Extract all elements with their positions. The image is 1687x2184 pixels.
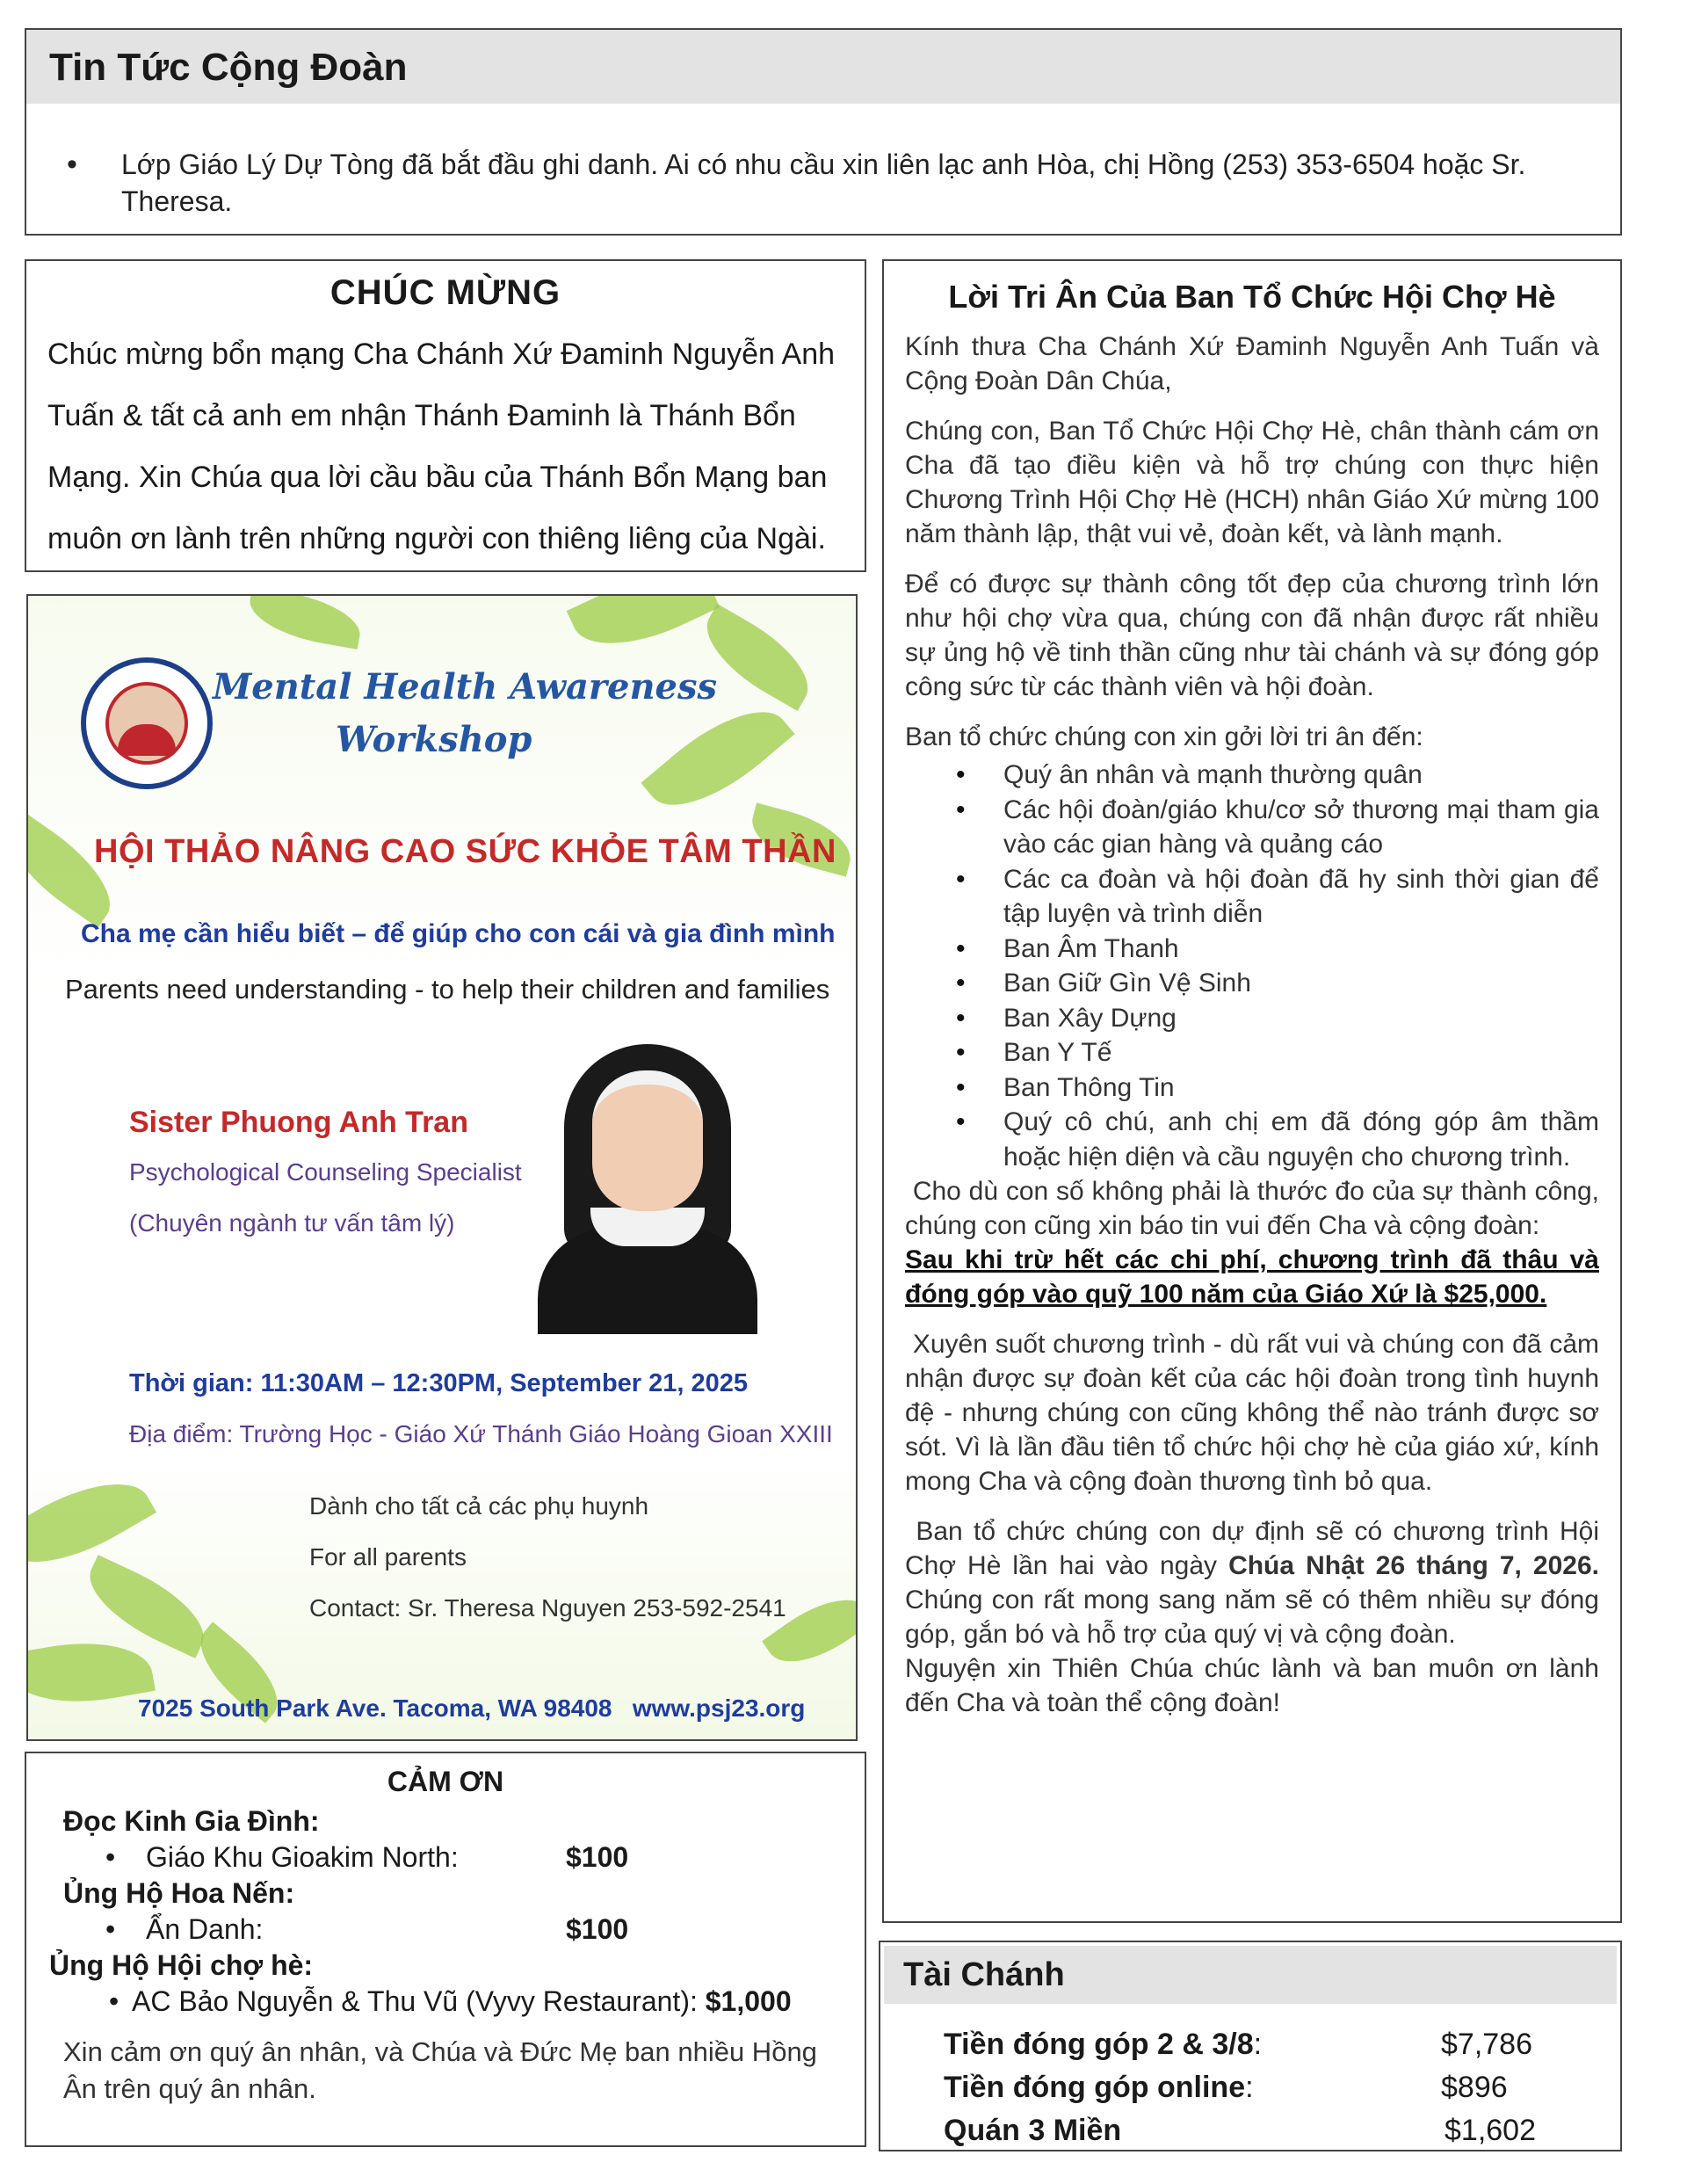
gratitude-item: • Quý ân nhân và mạnh thường quân: [905, 758, 1599, 793]
thanks-category: Ủng Hộ Hoa Nến:: [63, 1877, 295, 1909]
donation-amount: $1,000: [705, 1985, 792, 2017]
finance-row: [880, 2023, 1620, 2066]
speaker-role-vi: (Chuyên ngành tư vấn tâm lý): [129, 1209, 455, 1237]
workshop-poster: [26, 594, 858, 1741]
gratitude-item: • Quý cô chú, anh chị em đã đóng góp âm thầm hoặc hiện diện và cầu nguyện cho chương trình.: [905, 1105, 1599, 1174]
audience-en: For all parents: [309, 1543, 467, 1571]
finance-rows: [880, 2007, 1620, 2152]
thanks-note: Xin cảm ơn quý ân nhân, và Chúa và Đức Mẹ ban nhiều Hồng Ân trên quý ân nhân.: [63, 2036, 817, 2104]
gratitude-item: • Ban Thông Tin: [905, 1070, 1599, 1106]
letter-paragraph: Chúng con, Ban Tổ Chức Hội Chợ Hè, chân thành cám ơn Cha đã tạo điều kiện và hỗ trợ chúng con thực hiện Chương Trình Hội Chợ Hè (HCH) nhân Giáo Xứ mừng 100 năm thành lập, thật vui vẻ, đoàn kết, và lành mạnh.: [905, 417, 1599, 548]
letter-paragraph: Ban tổ chức chúng con xin gởi lời tri ân đến:: [905, 722, 1423, 751]
poster-subtitle-vi: Cha mẹ cần hiểu biết – để giúp cho con cái và gia đình mình: [81, 919, 836, 948]
news-title: Tin Tức Cộng Đoàn: [26, 30, 1620, 104]
congrats-section: [25, 259, 866, 572]
gratitude-item: • Các ca đoàn và hội đoàn đã hy sinh thời gian để tập luyện và trình diễn: [905, 862, 1599, 932]
thanks-item: [47, 1839, 844, 1876]
thanks-category: Đọc Kinh Gia Đình:: [63, 1805, 320, 1837]
thanks-category: Ủng Hộ Hội chợ hè:: [49, 1949, 314, 1981]
letter-highlight: [905, 1243, 1599, 1311]
finance-section: [879, 1941, 1622, 2151]
event-contact: Contact: Sr. Theresa Nguyen 253-592-2541: [309, 1594, 786, 1622]
gratitude-list: [905, 758, 1599, 1174]
donor-name: AC Bảo Nguyễn & Thu Vũ (Vyvy Restaurant):: [132, 1985, 706, 2017]
finance-label-suffix: :: [1245, 2071, 1254, 2104]
speaker-photo: [538, 1044, 757, 1334]
thanks-item: [47, 1984, 844, 2020]
total-raised-text: Sau khi trừ hết các chi phí, chương trình đã thâu và đóng góp vào quỹ 100 năm của Giáo Xứ là $25,000.: [905, 1245, 1599, 1309]
gratitude-item: • Ban Âm Thanh: [905, 932, 1599, 967]
gratitude-item: • Các hội đoàn/giáo khu/cơ sở thương mại tham gia vào các gian hàng và quảng cáo: [905, 793, 1599, 862]
finance-value: $7,786: [1441, 2028, 1532, 2061]
leaf-decoration: [245, 594, 366, 649]
letter-paragraph: Xuyên suốt chương trình - dù rất vui và chúng con đã cảm nhận được sự đoàn kết của các hội đoàn trong tình huynh đệ - nhưng chúng con cũng không thể nào tránh được sơ sót. Vì là lần đầu tiên tổ chức hội chợ hè của giáo xứ, kính mong Cha và cộng đoàn thương tình bỏ qua.: [905, 1330, 1607, 1496]
finance-label: Quán 3 Miền: [944, 2114, 1122, 2147]
poster-subtitle-en: Parents need understanding - to help their children and families: [65, 974, 830, 1005]
letter-title: Lời Tri Ân Của Ban Tổ Chức Hội Chợ Hè: [948, 279, 1556, 315]
donor-name: Ẩn Danh:: [146, 1913, 264, 1945]
speaker-name: Sister Phuong Anh Tran: [129, 1106, 468, 1139]
event-time: Thời gian: 11:30AM – 12:30PM, September 21, 2025: [129, 1369, 749, 1397]
finance-value: $896: [1441, 2071, 1508, 2104]
finance-label: Tiền đóng góp online: [944, 2071, 1246, 2104]
news-item: • Lớp Giáo Lý Dự Tòng đã bắt đầu ghi danh. Ai có nhu cầu xin liên lạc anh Hòa, chị Hồng (253) 353-6504 hoặc Sr. Theresa.: [51, 146, 1597, 220]
congrats-text: Chúc mừng bổn mạng Cha Chánh Xứ Đaminh Nguyễn Anh Tuấn & tất cả anh em nhận Thánh Đaminh là Thánh Bổn Mạng. Xin Chúa qua lời cầu bầu của Thánh Bổn Mạng ban muôn ơn lành trên những người con thiêng liêng của Ngài.: [47, 337, 836, 555]
thanks-section: [25, 1752, 866, 2147]
gratitude-item: • Ban Xây Dựng: [905, 1001, 1599, 1036]
letter-text: Chúng con rất mong sang năm sẽ có thêm nhiều sự đóng góp, gắn bó và hỗ trợ của quý vị và cộng đoàn.: [905, 1551, 1607, 1649]
gratitude-item: • Ban Giữ Gìn Vệ Sinh: [905, 966, 1599, 1001]
event-address: 7025 South Park Ave. Tacoma, WA 98408 www.psj23.org: [138, 1694, 806, 1722]
leaf-decoration: [567, 594, 720, 667]
finance-row: [880, 2066, 1620, 2109]
news-section: [25, 28, 1622, 236]
finance-row: [880, 2109, 1620, 2152]
finance-label-suffix: :: [1253, 2028, 1263, 2061]
gratitude-letter: [882, 259, 1622, 1923]
finance-label: Tiền đóng góp 2 & 3/8: [944, 2028, 1254, 2061]
donor-name: Giáo Khu Gioakim North:: [146, 1841, 459, 1873]
letter-closing: Nguyện xin Thiên Chúa chúc lành và ban muôn ơn lành đến Cha và toàn thể cộng đoàn!: [905, 1654, 1599, 1717]
congrats-title: CHÚC MỪNG: [329, 273, 561, 312]
poster-title-en: Mental Health Awareness: [213, 666, 718, 707]
poster-title-vi: HỘI THẢO NÂNG CAO SỨC KHỎE TÂM THẦN: [94, 833, 836, 870]
speaker-role-en: Psychological Counseling Specialist: [129, 1158, 522, 1186]
thanks-title: CẢM ƠN: [387, 1766, 504, 1797]
leaf-decoration: [76, 1555, 217, 1658]
thanks-item: [47, 1912, 844, 1948]
gratitude-item: • Ban Y Tế: [905, 1035, 1599, 1070]
finance-title: Tài Chánh: [884, 1946, 1617, 2004]
letter-paragraph: Để có được sự thành công tốt đẹp của chương trình lớn như hội chợ vừa qua, chúng con đã nhận được rất nhiều sự ủng hộ về tinh thần cũng như tài chánh và sự đóng góp công sức từ các thành viên và hội đoàn.: [905, 570, 1599, 701]
leaf-decoration: [26, 1630, 156, 1716]
donation-amount: $100: [566, 1913, 629, 1945]
news-list: [26, 104, 1620, 220]
letter-paragraph: Cho dù con số không phải là thước đo của sự thành công, chúng con cũng xin báo tin vui đến Cha và cộng đoàn:: [905, 1177, 1607, 1240]
donation-amount: $100: [566, 1841, 629, 1873]
next-fair-date: Chúa Nhật 26 tháng 7, 2026.: [1228, 1551, 1600, 1580]
poster-title-en-2: Workshop: [336, 719, 532, 760]
letter-text: Ban tổ chức chúng con dự định sẽ có chương trình Hội Chợ Hè lần hai vào ngày: [905, 1517, 1607, 1580]
letter-greeting: Kính thưa Cha Chánh Xứ Đaminh Nguyễn Anh Tuấn và Cộng Đoàn Dân Chúa,: [905, 332, 1599, 395]
letter-paragraph: [905, 1514, 1607, 1651]
parish-seal-logo: [81, 657, 213, 789]
event-place: Địa điểm: Trường Học - Giáo Xứ Thánh Giáo Hoàng Gioan XXIII: [129, 1420, 833, 1448]
audience-vi: Dành cho tất cả các phụ huynh: [309, 1492, 649, 1520]
finance-value: $1,602: [1444, 2114, 1536, 2147]
